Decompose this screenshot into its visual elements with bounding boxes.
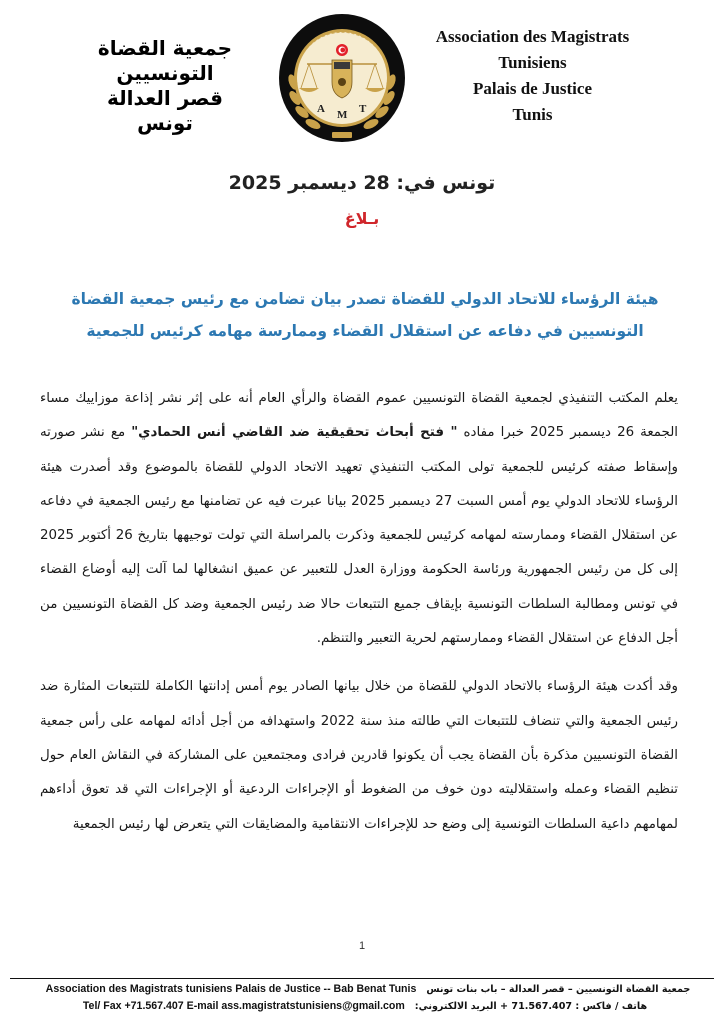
headline-line: التونسيين في دفاعه عن استقلال القضاء وممارسة مهامه كرئيس للجمعية: [86, 322, 644, 340]
letterhead-arabic-address: [60, 36, 270, 136]
page-number: 1: [358, 940, 366, 952]
letterhead-french-line: Tunisiens: [498, 53, 567, 72]
headline-line: هيئة الرؤساء للاتحاد الدولي للقضاة تصدر بيان تضامن مع رئيس جمعية القضاة: [71, 290, 659, 308]
footer-contact-fr: Tel/ Fax +71.567.407 E-mail ass.magistratstunisiens@gmail.com: [82, 1000, 405, 1012]
footer-address-row: [0, 981, 724, 998]
bold-quote: " فتح أبحاث تحقيقية ضد القاضي أنس الحمادي": [131, 425, 458, 441]
association-logo: [277, 12, 407, 144]
paragraph-text: مع نشر صورته وإسقاط صفته كرئيس للجمعية تولى المكتب التنفيذي تعهيد الاتحاد الدولي للقضاة بالموضوع وقد أصدرت هيئة الرؤساء للاتحاد الدولي يوم أمس السبت 27 ديسمبر 2025 بيانا عبرت فيه عن تضامنها مع رئيس الجمعية في دفاعه عن استقلال القضاء وممارسته لمهامه كرئيس للجمعية وذكرت بالمراسلة التي تولت توجيهها بتاريخ 26 أكتوبر 2025 إلى كل من رئيس الجمهورية ورئاسة الحكومة ووزارة العدل للتعبير عن عميق انشغالها لما آلت إليه أوضاع القضاء في تونس ومطالبة السلطات التونسية بإيقاف جميع التتبعات حالا ضد رئيس الجمعية وضد كل القضاة التونسيين من أجل الدفاع عن استقلال القضاء وممارستهم لحرية التعبير والتنظم.: [40, 425, 679, 647]
letterhead-french-line: Palais de Justice: [473, 79, 592, 98]
svg-text:A: A: [317, 103, 325, 115]
emblem-scales-icon: [277, 12, 407, 144]
page-footer: [0, 981, 724, 1015]
footer-contact-row: [0, 998, 724, 1015]
footer-divider: [10, 978, 714, 979]
paragraph-text: يعلم المكتب التنفيذي لجمعية القضاة التونسيين عموم القضاة والرأي العام أنه على إثر نشر إذاعة موزاييك مساء الجمعة 26 ديسمبر 2025 خبرا مفاده: [40, 391, 678, 441]
document-type-label: بـلاغ: [344, 209, 380, 228]
letterhead-french-line: Tunis: [512, 105, 553, 124]
body-paragraph: وقد أكدت هيئة الرؤساء بالاتحاد الدولي للقضاة من خلال بيانها الصادر يوم أمس إدانتها الكاملة للتتبعات المثارة ضد رئيس الجمعية والتي تنضاف للتتبعات التي طالته منذ سنة 2022 واستهدافه من أجل أدائه لمهامه على رأس جمعية القضاة التونسيين مذكرة بأن القضاة يجب أن يكونوا قادرين فرادى ومجتمعين على المشاركة في النقاش العام حول تنظيم القضاء وعمله واستقلاليته دون خوف من الضغوط أو الإجراءات الردعية أو الإجراءات التي قد تعوق أداءهم لمهامهم داعية السلطات التونسية إلى وضع حد للإجراءات الانتقامية والمضايقات التي يتعرض لها رئيس الجمعية: [40, 679, 679, 832]
document-date: تونس في: 28 ديسمبر 2025: [228, 172, 496, 194]
letterhead-arabic-line: جمعية القضاة التونسيين: [97, 36, 233, 85]
footer-address-fr: Association des Magistrats tunisiens Palais de Justice -- Bab Benat Tunis: [45, 983, 417, 995]
letterhead-french-line: Association des Magistrats: [435, 27, 630, 46]
footer-address-ar: جمعية القضاة التونسيين – قصر العدالة – باب بنات تونس: [426, 984, 691, 995]
letterhead-arabic-line: قصر العدالة: [107, 86, 223, 110]
document-body: [40, 382, 678, 856]
letterhead: [0, 0, 724, 150]
body-paragraph: [40, 382, 678, 656]
svg-text:M: M: [337, 109, 348, 121]
letterhead-french-address: [420, 24, 645, 128]
letterhead-arabic-line: تونس: [137, 111, 193, 135]
svg-text:T: T: [359, 103, 367, 115]
footer-contact-ar: هاتف / فاكس : 71.567.407 + البريد الالكتروني:: [414, 1001, 648, 1012]
document-headline: [60, 283, 670, 347]
